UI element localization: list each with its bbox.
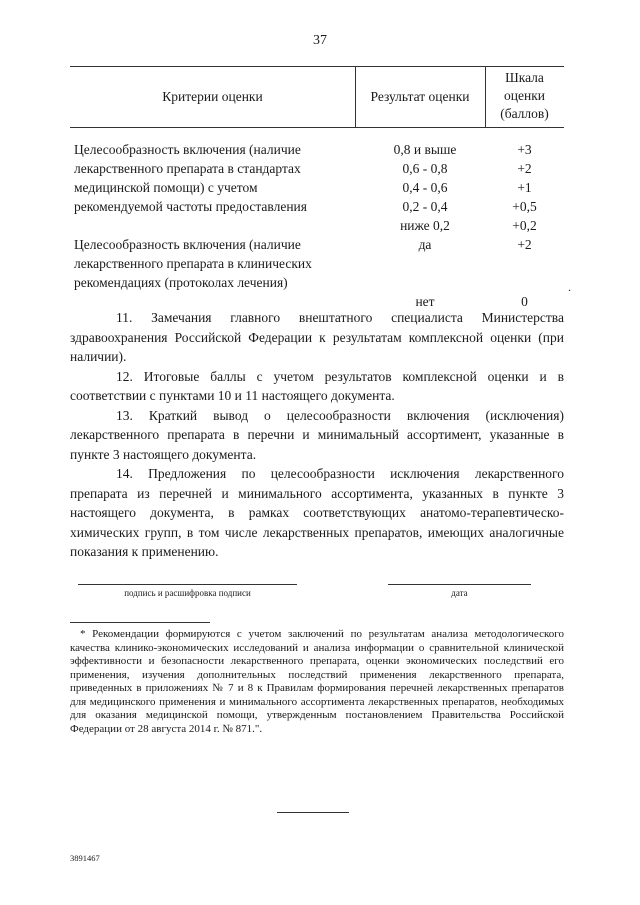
header-scale-line: оценки (504, 88, 545, 103)
result-value: 0,8 и выше (393, 142, 457, 157)
criteria-table (70, 66, 564, 315)
criterion-text (74, 140, 359, 216)
score-value: +0,2 (512, 218, 537, 233)
document-code: 3891467 (70, 853, 100, 863)
score-value: +2 (517, 237, 532, 252)
criterion-line: Целесообразность включения (наличие (74, 237, 301, 252)
paragraph-13: 13. Краткий вывод о целесообразности включения (исключения) лекарственного препарата в перечни и минимальный ассортимент, указанные в пункте 3 настоящего документа. (70, 407, 564, 462)
result-value: 0,6 - 0,8 (402, 161, 448, 176)
header-scale-line: (баллов) (500, 106, 549, 121)
footnote-separator (70, 622, 210, 623)
score-value: 0 (521, 294, 528, 309)
page-number: 37 (313, 33, 327, 48)
score-value: +1 (517, 180, 532, 195)
end-divider (277, 812, 349, 813)
result-value: 0,2 - 0,4 (402, 199, 448, 214)
criterion-line: лекарственного препарата в стандартах (74, 161, 301, 176)
result-value: 0,4 - 0,6 (402, 180, 448, 195)
result-value: ниже 0,2 (400, 218, 450, 233)
date-caption: дата (451, 588, 468, 598)
result-values (360, 140, 490, 235)
footnote: * Рекомендации формируются с учетом заключений по результатам анализа методологического качества клинико-экономических исследований и анализа информации о сравнительной клинической эффективности и безопасности лекарственного препарата, оценки экономических последствий его применения, изучения дополнительных последствий применения лекарственного препарата, приведенных в приложениях № 7 и 8 к Правилам формирования перечней лекарственных препаратов для медицинского применения и минимального ассортимента лекарственных препаратов, необходимых для оказания медицинской помощи, утвержденным постановлением Правительства Российской Федерации от 28 августа 2014 г. № 871.". (70, 628, 564, 735)
table-row (70, 235, 564, 315)
score-value: +0,5 (512, 199, 537, 214)
signature-line (78, 584, 297, 585)
header-criteria: Критерии оценки (162, 89, 263, 104)
table-row (70, 140, 564, 235)
header-scale-line: Шкала (505, 70, 544, 85)
criterion-text (74, 235, 359, 292)
criterion-line: лекарственного препарата в клинических (74, 256, 312, 271)
paragraph-11: 11. Замечания главного внештатного специалиста Министерства здравоохранения Российской Федерации к результатам комплексной оценки (при наличии). (70, 310, 564, 364)
paragraph-12: 12. Итоговые баллы с учетом результатов комплексной оценки и в соответствии с пунктами 10 и 11 настоящего документа. (70, 368, 564, 403)
score-values (485, 140, 564, 235)
spacer (360, 254, 490, 292)
score-value: +3 (517, 142, 532, 157)
criterion-line: рекомендациях (протоколах лечения) (74, 275, 288, 290)
body-paragraphs (70, 308, 564, 562)
table-header (70, 66, 564, 128)
result-value: нет (415, 294, 435, 309)
result-value: да (418, 237, 432, 252)
stray-mark: . (568, 280, 571, 294)
score-values (485, 235, 564, 311)
paragraph-14: 14. Предложения по целесообразности исключения лекарственного препарата из перечней и минимального ассортимента, указанных в пункте 3 настоящего документа, в рамках соответствующих анатомо-терапевтическо-химических групп, в том числе лекарственных препаратов, имеющих аналогичные показания к применению. (70, 466, 564, 559)
score-value: +2 (517, 161, 532, 176)
criterion-line: рекомендуемой частоты предоставления (74, 199, 307, 214)
result-values (360, 235, 490, 311)
criterion-line: Целесообразность включения (наличие (74, 142, 301, 157)
date-line (388, 584, 531, 585)
header-result: Результат оценки (370, 89, 470, 104)
header-scale (485, 69, 564, 123)
spacer (485, 254, 564, 292)
criterion-line: медицинской помощи) с учетом (74, 180, 258, 195)
signature-caption: подпись и расшифровка подписи (124, 588, 251, 598)
